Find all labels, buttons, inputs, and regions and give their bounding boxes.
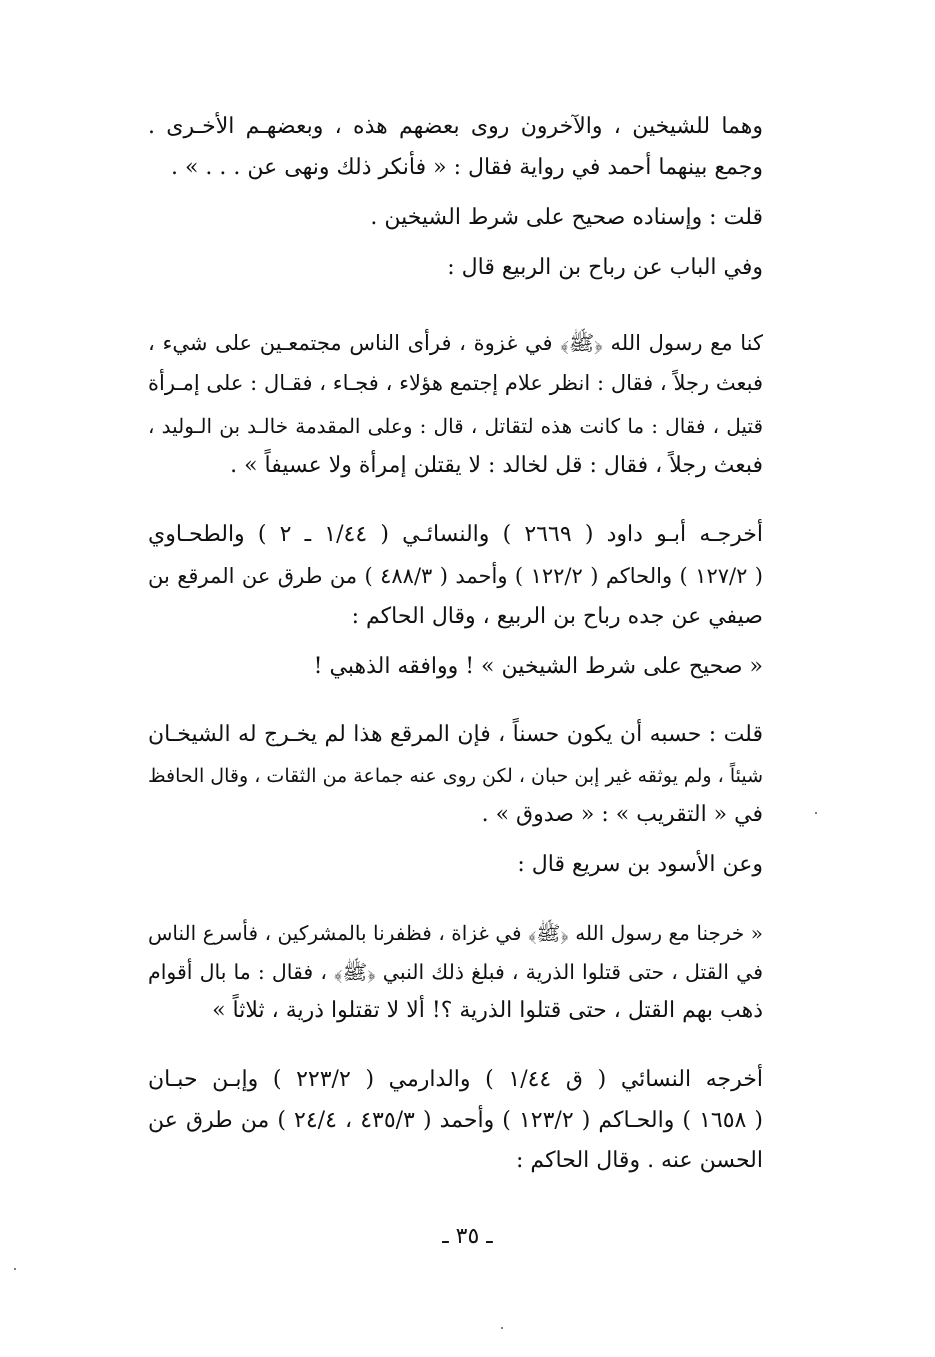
text-line: في « التقريب » : « صدوق » .: [481, 802, 763, 827]
text-line: وهما للشيخين ، والآخرون روى بعضهم هذه ، وبعضهـم الأخـرى .: [148, 114, 763, 139]
scan-speck: [501, 1327, 503, 1329]
scan-speck: [14, 1268, 16, 1270]
text-line: أخرجـه أبـو داود ( ٢٦٦٩ ) والنسائـي ( ١/٤٤ ـ ٢ ) والطحـاوي: [148, 522, 764, 547]
text-line: وفي الباب عن رباح بن الربيع قال :: [447, 255, 763, 280]
text-line: فبعث رجلاً ، فقال : قل لخالد : لا يقتلن إمرأة ولا عسيفاً » .: [230, 453, 763, 478]
text-line: ذهب بهم القتل ، حتى قتلوا الذرية ؟! ألا لا تقتلوا ذرية ، ثلاثاً »: [212, 998, 763, 1023]
text-line: ( ١٦٥٨ ) والحـاكم ( ١٢٣/٢ ) وأحمد ( ٤٣٥/٣ ، ٢٤/٤ ) من طرق عن: [148, 1108, 764, 1133]
text-line: في القتل ، حتى قتلوا الذرية ، فبلغ ذلك النبي ﴿ﷺ﴾ ، فقال : ما بال أقوام: [148, 960, 763, 984]
page-number: ـ ٣٥ ـ: [442, 1224, 493, 1249]
text-line: الحسن عنه . وقال الحاكم :: [516, 1148, 763, 1173]
text-line: « صحيح على شرط الشيخين » ! ووافقه الذهبي !: [313, 654, 763, 679]
text-line: أخرجه النسائي ( ق ١/٤٤ ) والدارمي ( ٢٢٣/٢ ) وإبـن حبـان: [148, 1067, 763, 1092]
text-line: كنا مع رسول الله ﴿ﷺ﴾ في غزوة ، فرأى الناس مجتمعـين على شيء ،: [148, 331, 763, 355]
scan-speck: [815, 812, 817, 814]
text-line: ( ١٢٧/٢ ) والحاكم ( ١٢٢/٢ ) وأحمد ( ٤٨٨/٣ ) من طرق عن المرقع بن: [148, 564, 763, 588]
text-line: شيئاً ، ولم يوثقه غير إبن حبان ، لكن روى عنه جماعة من الثقات ، وقال الحافظ: [148, 765, 763, 787]
text-line: قلت : حسبه أن يكون حسناً ، فإن المرقع هذا لم يخـرج له الشيخـان: [148, 722, 763, 747]
text-line: قتيل ، فقال : ما كانت هذه لتقاتل ، قال : وعلى المقدمة خالـد بن الـوليد ،: [148, 414, 763, 438]
text-line: قلت : وإسناده صحيح على شرط الشيخين .: [370, 205, 763, 230]
text-line: صيفي عن جده رباح بن الربيع ، وقال الحاكم :: [351, 604, 763, 629]
text-line: وجمع بينهما أحمد في رواية فقال : « فأنكر ذلك ونهى عن . . . » .: [170, 155, 763, 180]
text-line: « خرجنا مع رسول الله ﴿ﷺ﴾ في غزاة ، فظفرنا بالمشركين ، فأسرع الناس: [148, 921, 763, 945]
text-line: فبعث رجلاً ، فقال : انظر علام إجتمع هؤلاء ، فجـاء ، فقـال : على إمـرأة: [148, 371, 763, 395]
text-line: وعن الأسود بن سريع قال :: [517, 852, 763, 877]
